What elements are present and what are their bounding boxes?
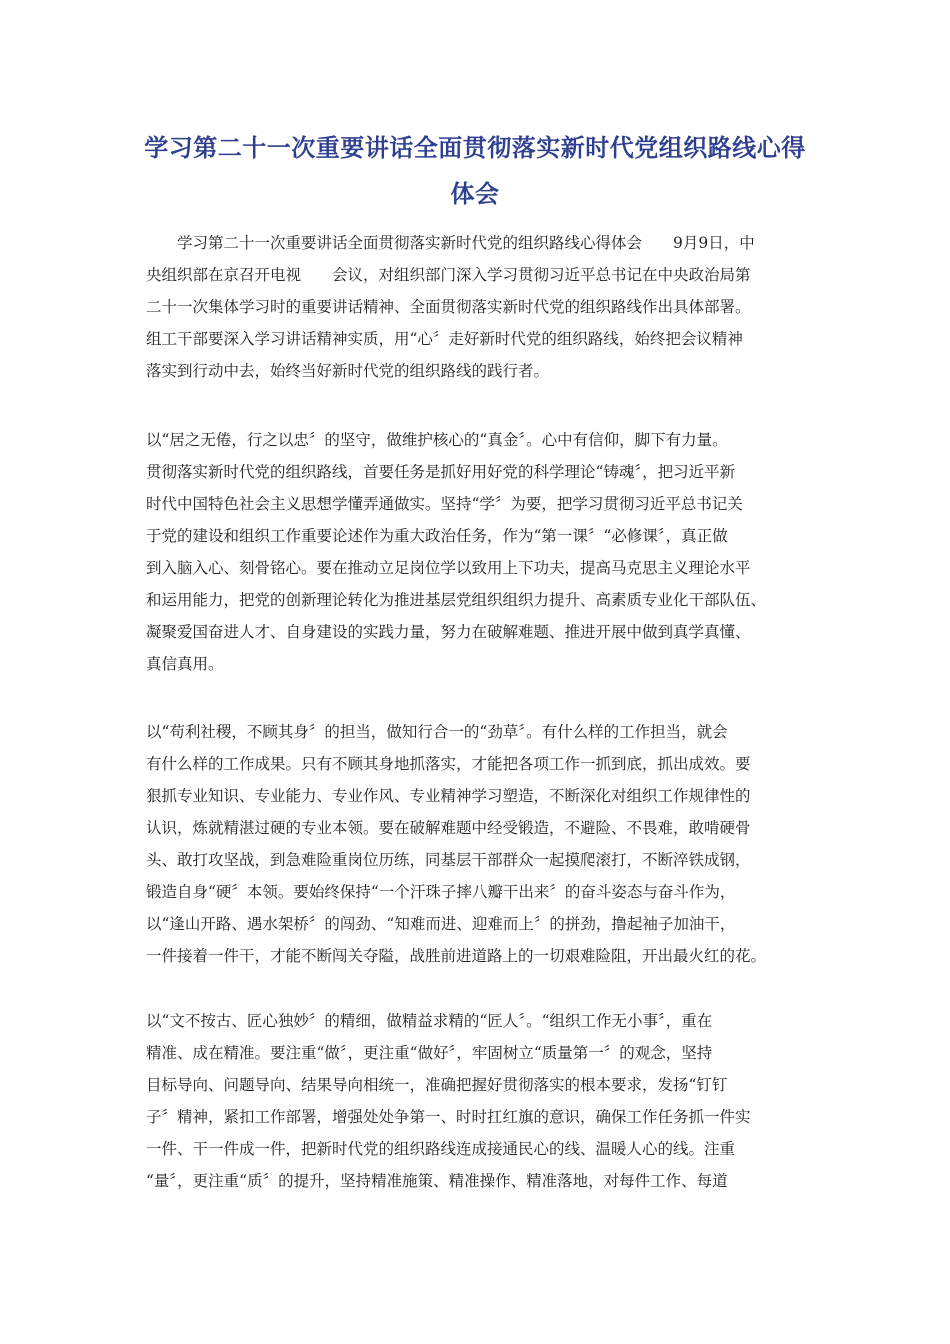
paragraph-line: 一件、干一件成一件，把新时代党的组织路线连成接通民心的线、温暖人心的线。注重 <box>146 1140 736 1158</box>
paragraph-line: 狠抓专业知识、专业能力、专业作风、专业精神学习塑造，不断深化对组织工作规律性的 <box>146 787 751 805</box>
paragraph-true-gold <box>146 424 826 680</box>
document-title-line-1: 学习第二十一次重要讲话全面贯彻落实新时代党组织路线心得 <box>144 134 806 162</box>
paragraph-line: 子〞精神，紧扣工作部署，增强处处争第一、时时扛红旗的意识，确保工作任务抓一件实 <box>146 1108 751 1126</box>
paragraph-intro <box>146 227 826 387</box>
paragraph-line: 锻造自身“硬〞本领。要始终保持“一个汗珠子摔八瓣干出来〞的奋斗姿态与奋斗作为， <box>146 883 736 901</box>
paragraph-line: 以“文不按古、匠心独妙〞的精细，做精益求精的“匠人〞。“组织工作无小事〞，重在 <box>146 1012 713 1030</box>
paragraph-line: 以“逢山开路、遇水架桥〞的闯劲、“知难而进、迎难而上〞的拼劲，撸起袖子加油干， <box>146 915 736 933</box>
paragraph-line: 以“苟利社稷，不顾其身〞的担当，做知行合一的“劲草〞。有什么样的工作担当，就会 <box>146 723 728 741</box>
paragraph-line: 精准、成在精准。要注重“做〞，更注重“做好〞，牢固树立“质量第一〞的观念，坚持 <box>146 1044 713 1062</box>
paragraph-craftsman <box>146 1005 826 1197</box>
paragraph-line: 一件接着一件干，才能不断闯关夺隘，战胜前进道路上的一切艰难险阻，开出最火红的花。 <box>146 947 767 965</box>
paragraph-line: 凝聚爱国奋进人才、自身建设的实践力量，努力在破解难题、推进开展中做到真学真懂、 <box>146 623 751 641</box>
paragraph-line: 以“居之无倦，行之以忠〞的坚守，做维护核心的“真金〞。心中有信仰，脚下有力量。 <box>146 431 728 449</box>
paragraph-line: 和运用能力，把党的创新理论转化为推进基层党组织组织力提升、高素质专业化干部队伍、 <box>146 591 767 609</box>
paragraph-line: 目标导向、问题导向、结果导向相统一，准确把握好贯彻落实的根本要求，发扬“钉钉 <box>146 1076 728 1094</box>
paragraph-line: 贯彻落实新时代党的组织路线，首要任务是抓好用好党的科学理论“铸魂〞，把习近平新 <box>146 463 736 481</box>
paragraph-line: 有什么样的工作成果。只有不顾其身地抓落实，才能把各项工作一抓到底，抓出成效。要 <box>146 755 751 773</box>
paragraph-line: 认识，炼就精湛过硬的专业本领。要在破解难题中经受锻造，不避险、不畏难，敢啃硬骨 <box>146 819 751 837</box>
paragraph-line: 二十一次集体学习时的重要讲话精神、全面贯彻落实新时代党的组织路线作出具体部署。 <box>146 298 751 316</box>
paragraph-line: 央组织部在京召开电视 会议，对组织部门深入学习贯彻习近平总书记在中央政治局第 <box>146 266 751 284</box>
paragraph-line: 学习第二十一次重要讲话全面贯彻落实新时代党的组织路线心得体会 9月9日，中 <box>146 234 755 252</box>
paragraph-line: 真信真用。 <box>146 655 224 673</box>
paragraph-line: 落实到行动中去，始终当好新时代党的组织路线的践行者。 <box>146 362 550 380</box>
paragraph-strong-grass <box>146 716 826 972</box>
paragraph-line: 到入脑入心、刻骨铭心。要在推动立足岗位学以致用上下功夫，提高马克思主义理论水平 <box>146 559 751 577</box>
paragraph-line: “量〞，更注重“质〞的提升，坚持精准施策、精准操作、精准落地，对每件工作、每道 <box>146 1172 728 1190</box>
document-title-line-2: 体会 <box>450 180 500 208</box>
paragraph-line: 组工干部要深入学习讲话精神实质，用“心〞走好新时代党的组织路线，始终把会议精神 <box>146 330 743 348</box>
paragraph-line: 时代中国特色社会主义思想学懂弄通做实。坚持“学〞为要，把学习贯彻习近平总书记关 <box>146 495 743 513</box>
paragraph-line: 头、敢打攻坚战，到急难险重岗位历练，同基层干部群众一起摸爬滚打，不断淬铁成钢， <box>146 851 751 869</box>
paragraph-line: 于党的建设和组织工作重要论述作为重大政治任务，作为“第一课〞“必修课〞，真正做 <box>146 527 728 545</box>
